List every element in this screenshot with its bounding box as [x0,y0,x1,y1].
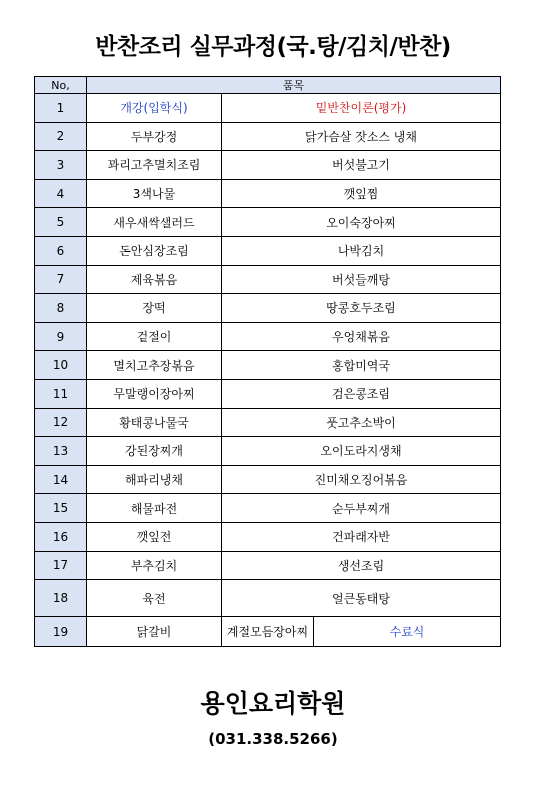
row-item-left: 제육볶음 [87,265,222,294]
row-item-right: 버섯불고기 [222,151,501,180]
row-item-right: 홍합미역국 [222,351,501,380]
row-number: 15 [35,494,87,523]
row-number: 2 [35,122,87,151]
row-item-right: 오이숙장아찌 [222,208,501,237]
row-item-a: 닭갈비 [87,617,222,647]
row-item-right: 우엉채볶음 [222,322,501,351]
row-number: 16 [35,522,87,551]
table-row [35,437,501,466]
row-item-left: 해물파전 [87,494,222,523]
academy-phone: (031.338.5266) [208,730,338,748]
row-item-left: 황태콩나물국 [87,408,222,437]
table-row [35,94,501,123]
row-item-left: 3색나물 [87,179,222,208]
row-item-right: 순두부찌개 [222,494,501,523]
table-row [35,265,501,294]
row-item-right: 깻잎찜 [222,179,501,208]
table-row [35,465,501,494]
table-row [35,122,501,151]
row-number: 9 [35,322,87,351]
row-number: 11 [35,379,87,408]
row-item-left: 무말랭이장아찌 [87,379,222,408]
row-number: 10 [35,351,87,380]
page-title: 반찬조리 실무과정(국.탕/김치/반찬) [95,34,451,60]
row-number: 7 [35,265,87,294]
row-item-left: 강된장찌개 [87,437,222,466]
row-item-right: 나박김치 [222,236,501,265]
row-item-right: 얼큰동태탕 [222,580,501,617]
row-item-left: 부추김치 [87,551,222,580]
row-item-left: 장떡 [87,294,222,323]
row-number: 13 [35,437,87,466]
row-item-left: 돈안심장조림 [87,236,222,265]
academy-name: 용인요리학원 [200,689,346,718]
row-item-left: 새우새싹샐러드 [87,208,222,237]
table-row [35,379,501,408]
row-item-left: 해파리냉채 [87,465,222,494]
row-item-right: 닭가슴살 잣소스 냉채 [222,122,501,151]
row-number: 8 [35,294,87,323]
row-item-left: 꽈리고추멸치조림 [87,151,222,180]
table-row [35,408,501,437]
header-item: 품목 [87,77,501,94]
row-item-left: 겉절이 [87,322,222,351]
table-row [35,236,501,265]
row-item-right: 검은콩조림 [222,379,501,408]
row-number: 1 [35,94,87,123]
row-number: 14 [35,465,87,494]
row-number: 18 [35,580,87,617]
table-row [35,151,501,180]
curriculum-table [34,76,501,647]
table-row [35,322,501,351]
row-item-left: 멸치고추장볶음 [87,351,222,380]
table-row [35,551,501,580]
row-number: 5 [35,208,87,237]
table-row [35,617,501,647]
row-number: 3 [35,151,87,180]
row-item-left: 깻잎전 [87,522,222,551]
row-item-right: 밑반찬이론(평가) [222,94,501,123]
row-item-right: 오이도라지생채 [222,437,501,466]
row-item-left: 개강(입학식) [87,94,222,123]
row-number: 4 [35,179,87,208]
table-row [35,580,501,617]
row-number: 17 [35,551,87,580]
row-item-right: 진미채오징어볶음 [222,465,501,494]
row-item-right: 땅콩호두조림 [222,294,501,323]
table-row [35,351,501,380]
row-item-left: 육전 [87,580,222,617]
table-row [35,179,501,208]
table-row [35,494,501,523]
row-number: 19 [35,617,87,647]
row-item-left: 두부강정 [87,122,222,151]
row-item-b: 계절모듬장아찌 [222,617,314,647]
row-number: 12 [35,408,87,437]
row-item-right: 건파래자반 [222,522,501,551]
row-item-right: 생선조림 [222,551,501,580]
row-item-right: 버섯들깨탕 [222,265,501,294]
table-row [35,208,501,237]
table-row [35,522,501,551]
row-item-right: 풋고추소박이 [222,408,501,437]
header-no: No, [35,77,87,94]
table-row [35,294,501,323]
row-number: 6 [35,236,87,265]
row-item-c: 수료식 [314,617,501,647]
